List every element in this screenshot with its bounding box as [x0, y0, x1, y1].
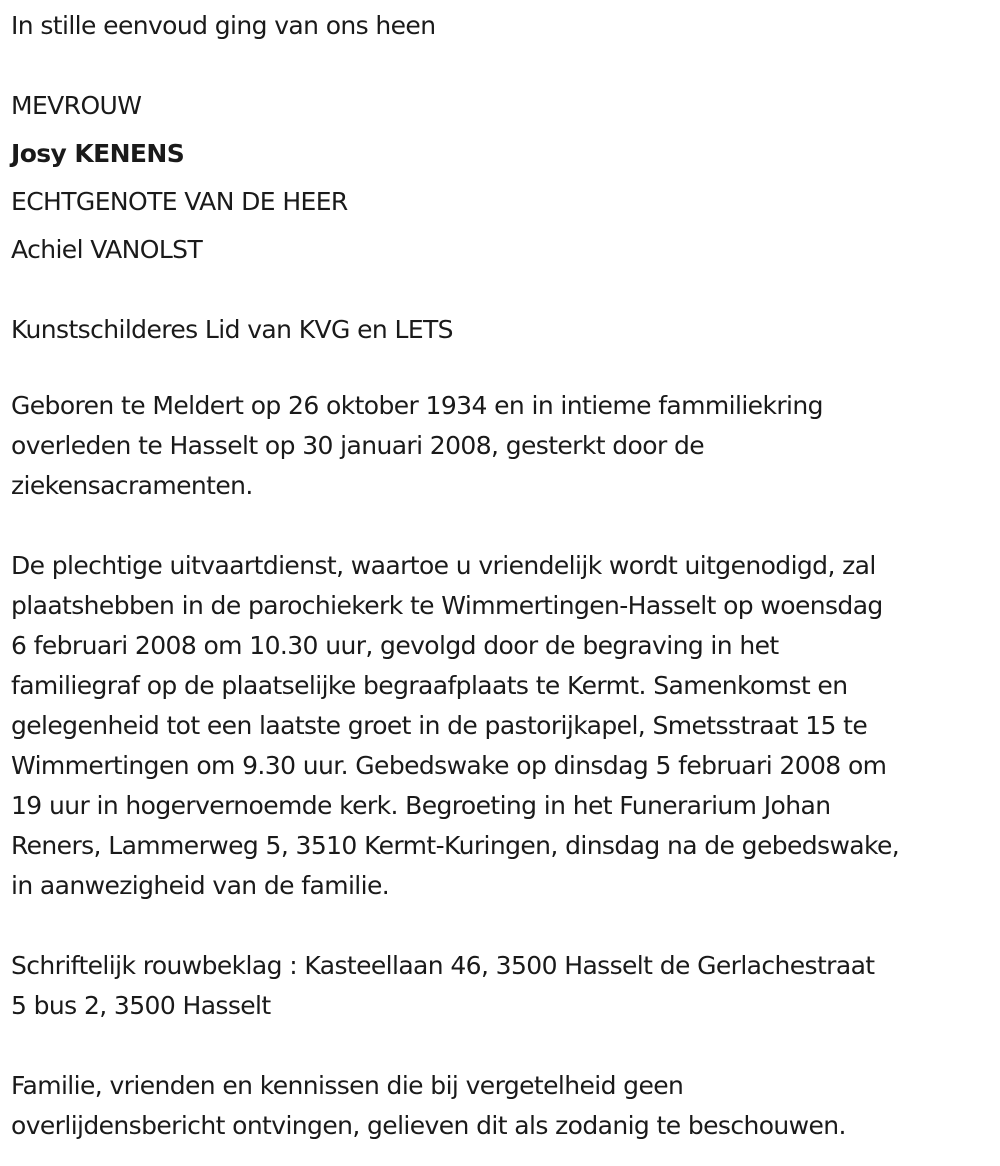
- condolences-paragraph: [11, 946, 996, 1026]
- occupation-line: Kunstschilderes Lid van KVG en LETS: [11, 315, 453, 344]
- spouse-name: Achiel VANOLST: [11, 235, 203, 264]
- paragraph-line: 6 februari 2008 om 10.30 uur, gevolgd door de begraving in het: [11, 631, 779, 660]
- paragraph-line: Wimmertingen om 9.30 uur. Gebedswake op dinsdag 5 februari 2008 om: [11, 751, 887, 780]
- paragraph-line: overlijdensbericht ontvingen, gelieven dit als zodanig te beschouwen.: [11, 1111, 846, 1140]
- paragraph-line: familiegraf op de plaatselijke begraafplaats te Kermt. Samenkomst en: [11, 671, 848, 700]
- closing-paragraph: [11, 1066, 996, 1146]
- deceased-name: Josy KENENS: [11, 139, 185, 168]
- obituary-notice: [11, 0, 996, 1146]
- paragraph-line: Familie, vrienden en kennissen die bij vergetelheid geen: [11, 1071, 684, 1100]
- paragraph-line: De plechtige uitvaartdienst, waartoe u vriendelijk wordt uitgenodigd, zal: [11, 551, 876, 580]
- paragraph-line: ziekensacramenten.: [11, 471, 253, 500]
- paragraph-line: Geboren te Meldert op 26 oktober 1934 en in intieme fammiliekring: [11, 391, 823, 420]
- paragraph-line: 19 uur in hogervernoemde kerk. Begroeting in het Funerarium Johan: [11, 791, 831, 820]
- intro-line: In stille eenvoud ging van ons heen: [11, 11, 436, 40]
- funeral-paragraph: [11, 546, 996, 906]
- paragraph-line: Reners, Lammerweg 5, 3510 Kermt-Kuringen, dinsdag na de gebedswake,: [11, 831, 900, 860]
- paragraph-line: in aanwezigheid van de familie.: [11, 871, 390, 900]
- paragraph-line: 5 bus 2, 3500 Hasselt: [11, 991, 271, 1020]
- paragraph-line: Schriftelijk rouwbeklag : Kasteellaan 46, 3500 Hasselt de Gerlachestraat: [11, 951, 875, 980]
- paragraph-line: gelegenheid tot een laatste groet in de pastorijkapel, Smetsstraat 15 te: [11, 711, 868, 740]
- paragraph-line: overleden te Hasselt op 30 januari 2008, gesterkt door de: [11, 431, 705, 460]
- relation-line: ECHTGENOTE VAN DE HEER: [11, 187, 348, 216]
- birth-death-paragraph: [11, 386, 996, 506]
- title-line: MEVROUW: [11, 91, 142, 120]
- paragraph-line: plaatshebben in de parochiekerk te Wimmertingen-Hasselt op woensdag: [11, 591, 883, 620]
